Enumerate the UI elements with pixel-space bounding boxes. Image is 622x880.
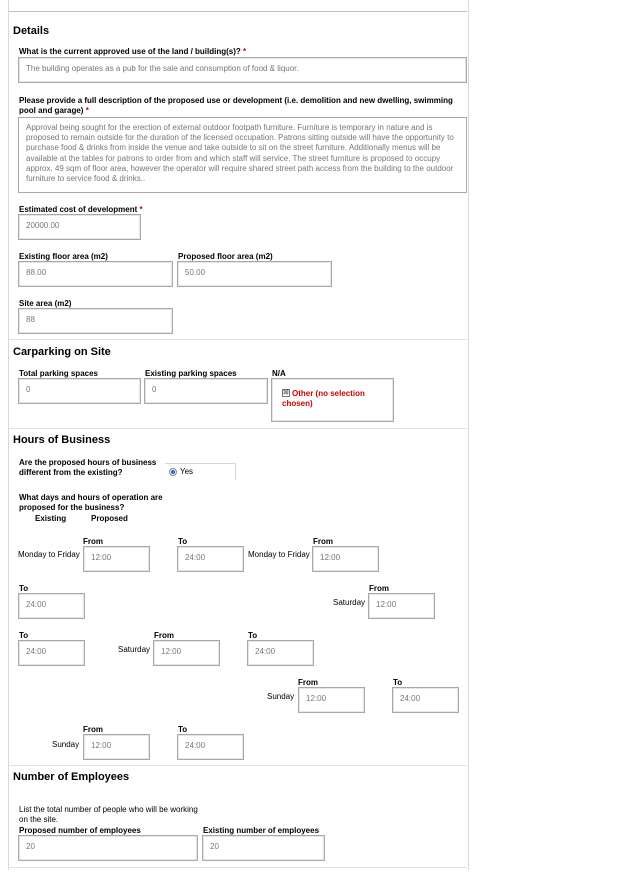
na-label: N/A [272,369,286,378]
proposed-floor-label: Proposed floor area (m2) [178,252,273,261]
existing-sat-to-field[interactable]: 24:00 [18,640,85,666]
current-use-field[interactable]: The building operates as a pub for the sale and consumption of food & liquor. [18,57,467,83]
sunday-label: Sunday [52,740,80,749]
to-label: To [178,537,188,546]
site-area-field[interactable]: 88 [18,308,173,334]
description-field[interactable]: Approval being sought for the erection of external outdoor footpath furniture. Furniture is temporary in nature and is proposed to remain outside for the duration of the licensed occupation. Patrons sitting outside will have the opportunity to purchase food & drinks from inside the venue and take outside to sit on the street furniture. Additionally menus will be available at the tables for patrons to order from and which staff will service. The street furniture is proposed to occupy approx. 49 sqm of floor area, however the operator will require shared street path access from the building to the outdoor furniture to service food & drinks.. [18,117,467,193]
days-question: What days and hours of operation are proposed for the business? [19,493,163,512]
required-marker: * [139,205,143,214]
existing-sun-to-field[interactable]: 24:00 [177,734,244,760]
to-label: To [393,678,403,687]
checkbox-x-icon[interactable]: ☒ [283,390,289,396]
existing-parking-label: Existing parking spaces [145,369,237,378]
from-label: From [298,678,318,687]
to-label: To [178,725,188,734]
radio-selected-icon[interactable] [169,468,177,476]
total-parking-label: Total parking spaces [19,369,98,378]
existing-employees-label: Existing number of employees [203,826,320,835]
section-divider [8,867,467,868]
from-label: From [369,584,389,593]
sunday-label: Sunday [267,692,295,701]
section-divider [8,765,467,766]
site-area-label: Site area (m2) [19,299,72,308]
proposed-floor-field[interactable]: 50.00 [177,261,332,287]
employees-note: List the total number of people who will be working on the site. [19,805,198,824]
existing-employees-field[interactable]: 20 [202,835,325,861]
carparking-heading: Carparking on Site [13,346,111,358]
proposed-sun-from-field[interactable]: 12:00 [298,687,365,713]
details-heading: Details [13,25,50,37]
existing-column-label: Existing [35,514,67,523]
proposed-employees-label: Proposed number of employees [19,826,141,835]
to-label: To [19,584,29,593]
required-marker: * [243,47,247,56]
section-divider [8,339,467,340]
cost-label: Estimated cost of development * [19,205,143,214]
to-label: To [248,631,258,640]
proposed-sat-to-field[interactable]: 24:00 [247,640,314,666]
existing-mf-from-field[interactable]: 12:00 [83,546,150,572]
proposed-sun-to-field[interactable]: 24:00 [392,687,459,713]
existing-sun-from-field[interactable]: 12:00 [83,734,150,760]
proposed-mf-to-field[interactable]: 24:00 [18,593,85,619]
required-marker: * [85,106,89,115]
from-label: From [154,631,174,640]
section-divider [8,428,467,429]
from-label: From [83,537,103,546]
hours-different-question: Are the proposed hours of business different from the existing? [19,458,157,477]
hours-heading: Hours of Business [13,434,111,446]
from-label: From [83,725,103,734]
proposed-mf-from-field[interactable]: 12:00 [312,546,379,572]
existing-sat-from-field[interactable]: 12:00 [153,640,220,666]
current-use-label: What is the current approved use of the land / building(s)? * [19,47,247,56]
existing-mf-to-field[interactable]: 24:00 [177,546,244,572]
proposed-sat-from-field[interactable]: 12:00 [368,593,435,619]
top-divider [9,11,467,12]
cost-field[interactable]: 20000.00 [18,214,141,240]
to-label: To [19,631,29,640]
na-option-box[interactable] [271,378,394,422]
monday-friday-label: Monday to Friday [18,550,80,559]
description-label: Please provide a full description of the proposed use or development (i.e. demolition and new dwelling, swimming pool and garage) * [19,96,453,115]
existing-parking-field[interactable]: 0 [144,378,268,404]
saturday-label: Saturday [333,598,366,607]
proposed-employees-field[interactable]: 20 [18,835,198,861]
hours-different-answer[interactable]: Yes [165,463,236,480]
monday-friday-label: Monday to Friday [248,550,310,559]
na-option[interactable]: ☒ Other (no selection chosen) [282,389,365,408]
existing-floor-field[interactable]: 88.00 [18,261,173,287]
from-label: From [313,537,333,546]
employees-heading: Number of Employees [13,771,130,783]
total-parking-field[interactable]: 0 [18,378,141,404]
saturday-label: Saturday [118,645,151,654]
proposed-column-label: Proposed [91,514,128,523]
existing-floor-label: Existing floor area (m2) [19,252,108,261]
